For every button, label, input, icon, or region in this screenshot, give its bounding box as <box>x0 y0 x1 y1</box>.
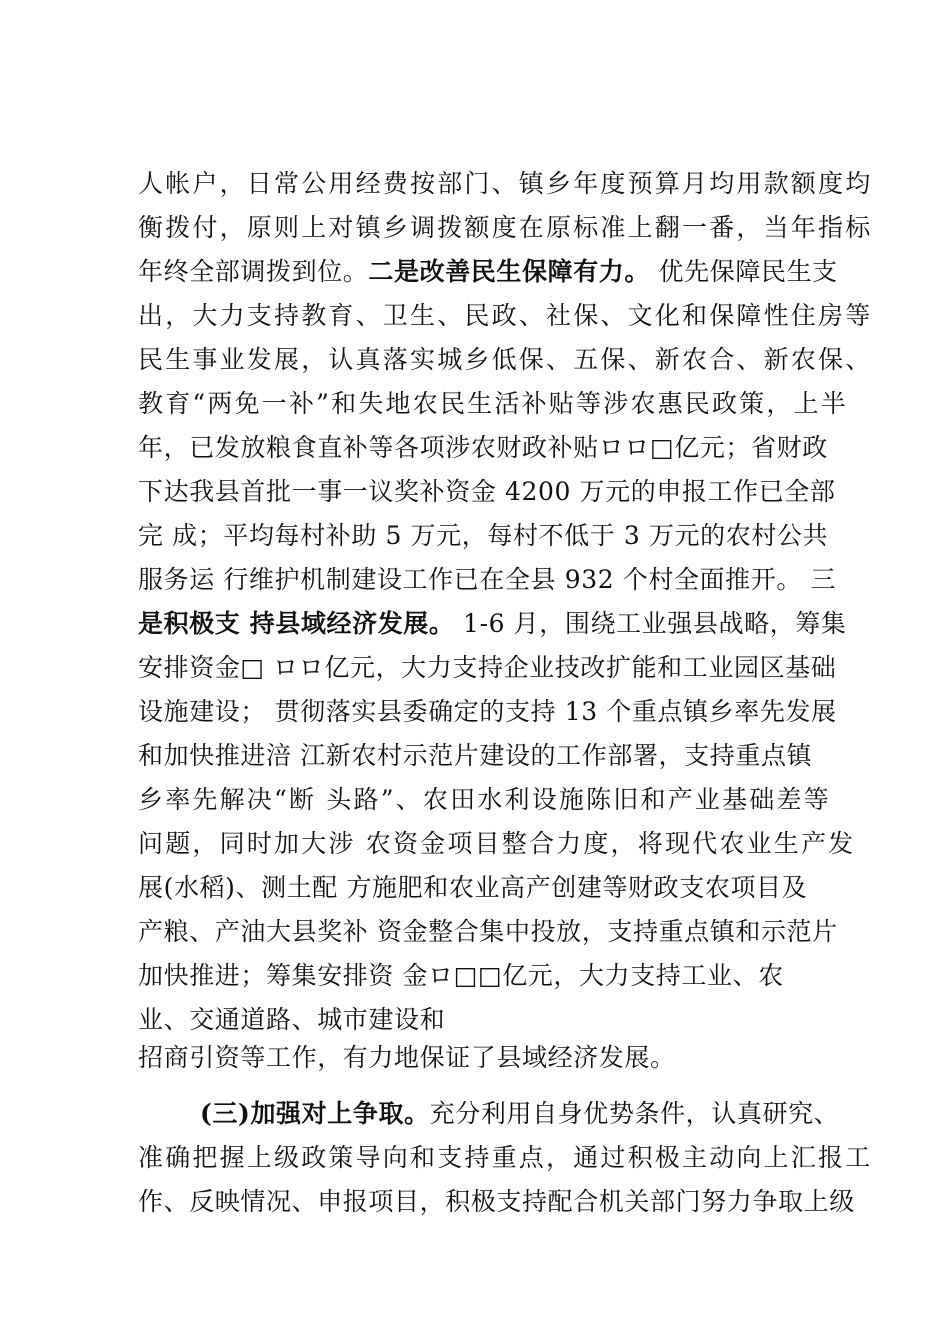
text-run: 展(水稻)、测土配 方施肥和农业高产创建等财政支农项目及 <box>138 873 808 902</box>
text-line-13 <box>138 694 837 730</box>
text-line-20 <box>138 1002 445 1038</box>
text-run: 教育“两免一补”和失地农民生活补贴等涉农惠民政策，上半 <box>138 389 848 418</box>
text-line-22 <box>200 1096 839 1132</box>
text-line-4 <box>138 298 872 334</box>
text-line-10 <box>138 562 836 598</box>
text-run: 作、反映情况、申报项目，积极支持配合机关部门努力争取上级 <box>138 1187 855 1216</box>
text-run: 出，大力支持教育、卫生、民政、社保、文化和保障性住房等 <box>138 301 873 330</box>
text-run: 准确把握上级政策导向和支持重点，通过积极主动向上汇报工 <box>138 1143 873 1172</box>
text-line-17 <box>138 870 807 906</box>
text-line-8 <box>138 474 836 510</box>
text-line-12 <box>138 650 836 686</box>
text-run: 人帐户，日常公用经费按部门、镇乡年度预算月均用款额度均 <box>138 169 873 198</box>
text-run: 乡率先解决“断 头路”、农田水利设施陈旧和产业基础差等 <box>138 785 831 814</box>
text-line-3 <box>138 254 838 290</box>
text-line-21 <box>138 1040 676 1076</box>
text-run: 招商引资等工作，有力地保证了县域经济发展。 <box>138 1043 676 1072</box>
text-line-5 <box>138 342 872 378</box>
text-line-14 <box>138 738 812 774</box>
text-run: 年终全部调拨到位。 <box>138 257 369 286</box>
text-line-11 <box>138 606 846 642</box>
text-line-7 <box>138 430 828 466</box>
text-line-19 <box>138 958 784 994</box>
text-run: 服务运 行维护机制建设工作已在全县 932 个村全面推开。 三 <box>138 565 837 594</box>
text-run: 安排资金□ ロロ亿元，大力支持企业技改扩能和工业园区基础 <box>138 653 837 682</box>
text-run: 加快推进；筹集安排资 金ロ□□亿元，大力支持工业、农 <box>138 961 784 990</box>
text-run: 民生事业发展，认真落实城乡低保、五保、新农合、新农保、 <box>138 345 873 374</box>
section-heading-3: (三)加强对上争取。 <box>200 1099 430 1128</box>
text-run: 年，已发放粮食直补等各项涉农财政补贴ロロ□亿元；省财政 <box>138 433 828 462</box>
text-line-1 <box>138 166 872 202</box>
text-line-2 <box>138 210 872 246</box>
text-line-24 <box>138 1184 855 1220</box>
text-run: 业、交通道路、城市建设和 <box>138 1005 446 1034</box>
text-run: 1-6 月，围绕工业强县战略，筹集 <box>454 609 847 638</box>
text-run: 优先保障民生支 <box>650 257 838 286</box>
text-line-18 <box>138 914 838 950</box>
text-run: 问题，同时加大涉 农资金项目整合力度，将现代农业生产发 <box>138 829 856 858</box>
text-run: 衡拨付，原则上对镇乡调拨额度在原标准上翻一番，当年指标 <box>138 213 873 242</box>
text-run: 充分利用自身优势条件，认真研究、 <box>429 1099 840 1128</box>
text-line-6 <box>138 386 848 422</box>
text-run: 和加快推进涪 江新农村示范片建设的工作部署，支持重点镇 <box>138 741 813 770</box>
text-line-15 <box>138 782 831 818</box>
text-run: 下达我县首批一事一议奖补资金 4200 万元的申报工作已全部 <box>138 477 836 506</box>
text-run: 产粮、产油大县奖补 资金整合集中投放，支持重点镇和示范片 <box>138 917 838 946</box>
bold-heading-3: 是积极支 持县域经济发展。 <box>138 609 455 638</box>
text-line-23 <box>138 1140 872 1176</box>
bold-heading-2: 二是改善民生保障有力。 <box>368 257 651 286</box>
text-run: 完 成；平均每村补助 5 万元，每村不低于 3 万元的农村公共 <box>138 521 829 550</box>
text-run: 设施建设； 贯彻落实县委确定的支持 13 个重点镇乡率先发展 <box>138 697 837 726</box>
text-line-9 <box>138 518 828 554</box>
text-line-16 <box>138 826 855 862</box>
